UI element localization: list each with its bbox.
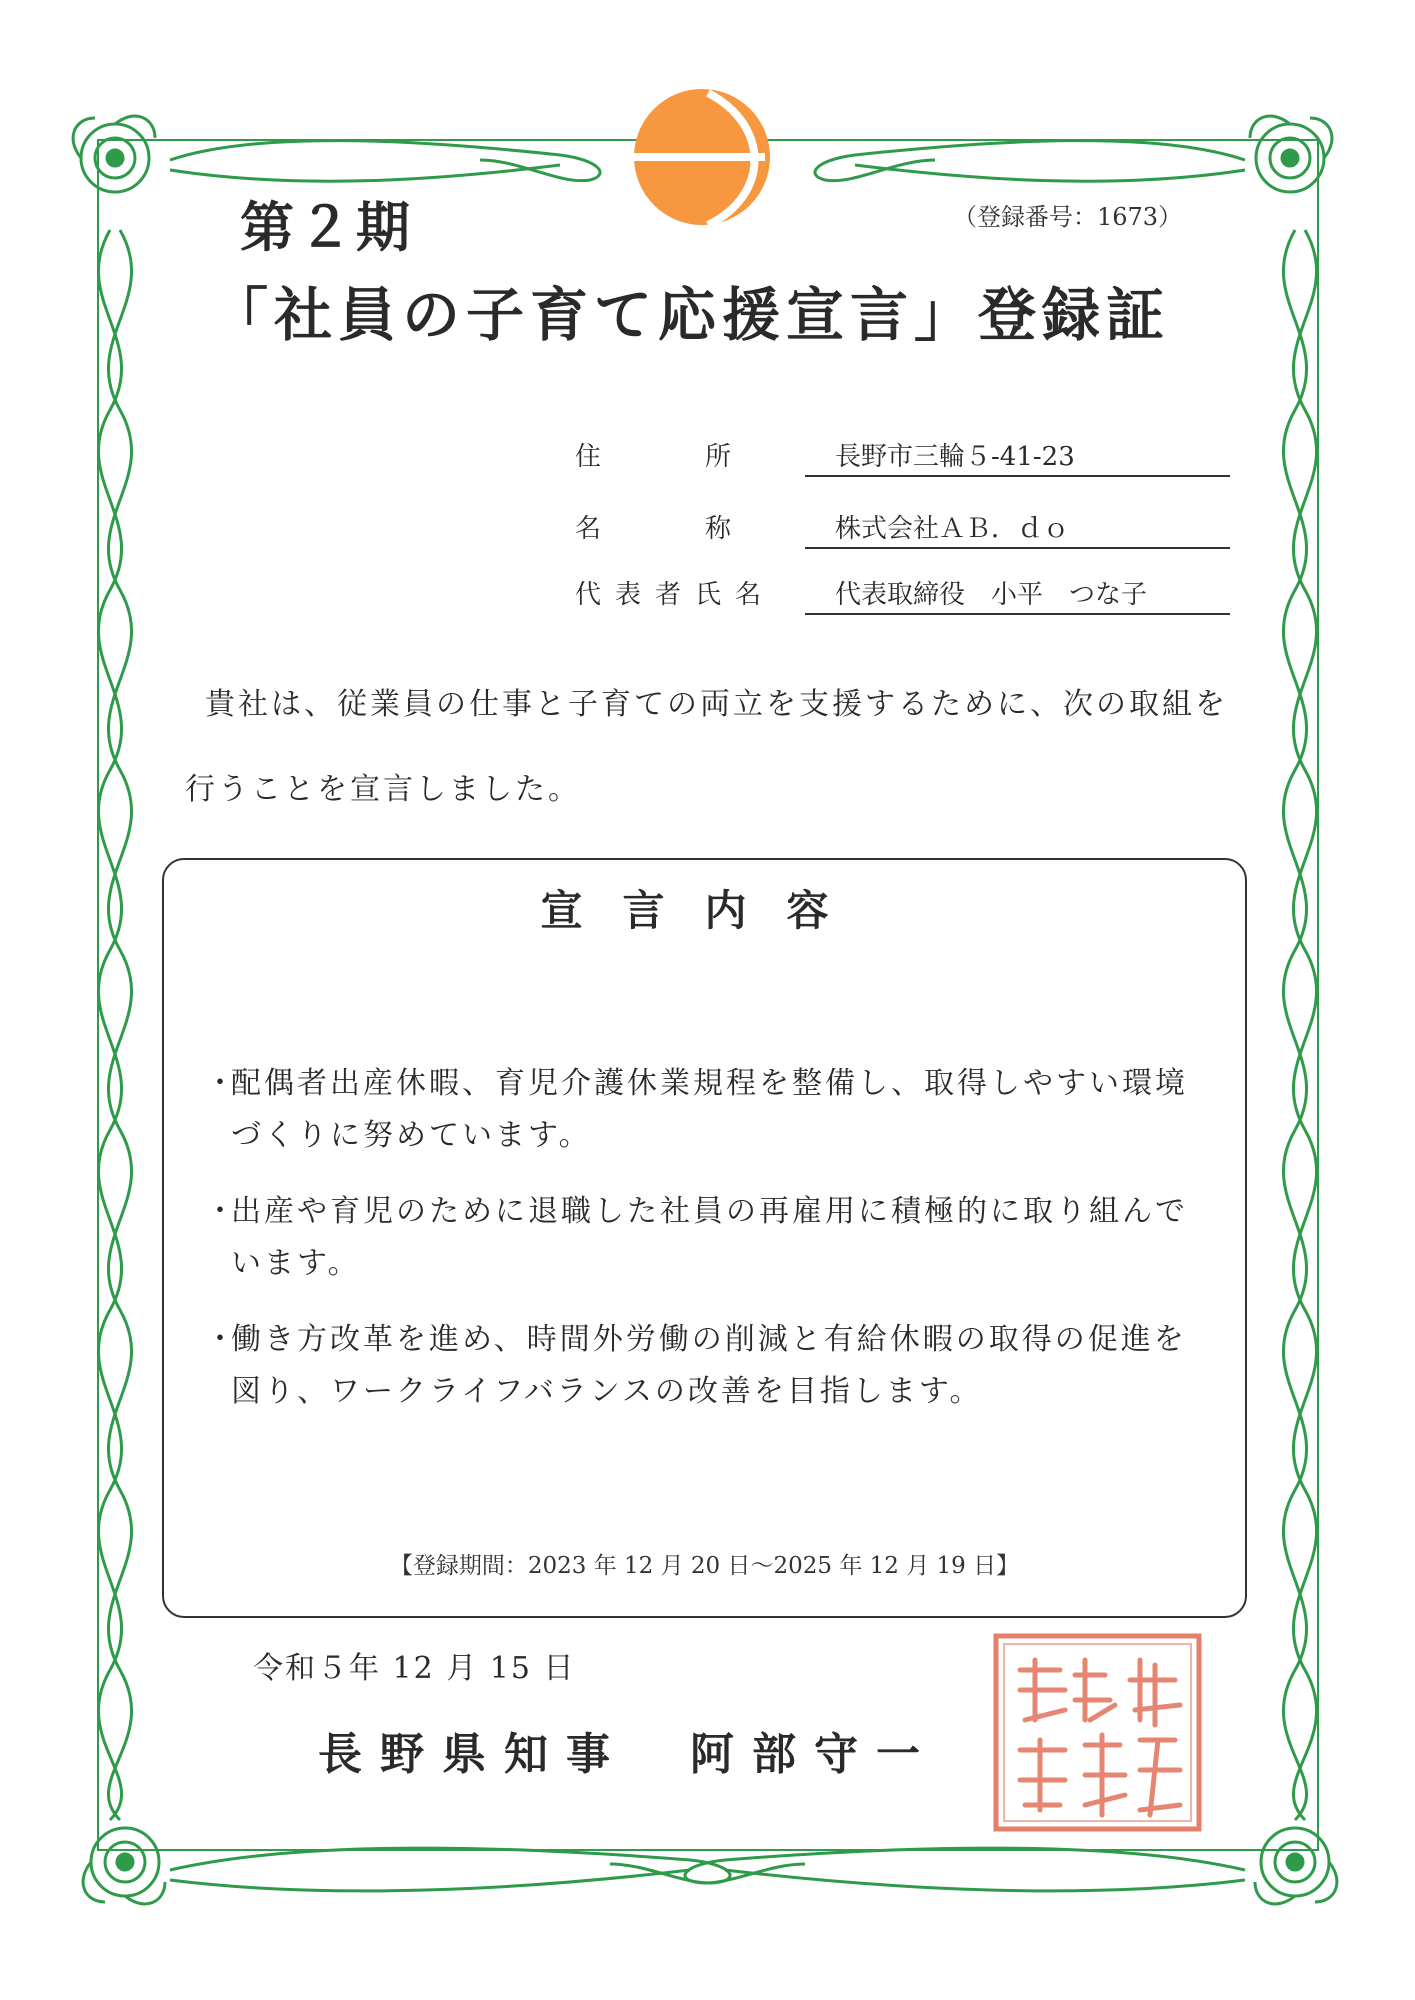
declaration-item	[205, 1058, 1215, 1162]
declaration-item-text: 働き方改革を進め、時間外労働の削減と有給休暇の取得の促進を図り、ワークライフバランスの改善を目指します。	[231, 1322, 1187, 1409]
declaration-item-text: 配偶者出産休暇、育児介護休業規程を整備し、取得しやすい環境づくりに努めています。	[231, 1066, 1188, 1153]
address-value: 長野市三輪５-41-23	[805, 436, 1230, 477]
bullet: ・	[205, 1194, 238, 1229]
certificate-term: 第２期	[240, 195, 414, 259]
declaration-item	[205, 1186, 1215, 1290]
declaration-title: 宣言内容	[540, 886, 869, 935]
representative-value: 代表取締役 小平 つな子	[805, 574, 1230, 615]
registration-number: （登録番号：1673）	[953, 203, 1183, 231]
declaration-item-text: 出産や育児のために退職した社員の再雇用に積極的に取り組んでいます。	[231, 1194, 1188, 1281]
corner-ornament-icon	[73, 116, 155, 192]
bottom-border-pattern	[170, 1848, 1245, 1891]
bullet: ・	[205, 1322, 238, 1357]
left-border-pattern	[98, 230, 131, 1820]
declaration-item	[205, 1314, 1215, 1418]
corner-ornament-icon	[1250, 116, 1332, 192]
certificate-title: 「社員の子育て応援宣言」登録証	[210, 281, 1171, 349]
orange-circle-logo-icon	[630, 85, 775, 230]
intro-line-2: 行うことを宣言しました。	[185, 772, 581, 807]
issue-date: 令和５年 12 月 15 日	[253, 1651, 576, 1686]
corner-ornament-icon	[83, 1828, 165, 1904]
company-name-value: 株式会社ＡＢ．ｄｏ	[805, 508, 1230, 549]
governor-name: 長野県知事 阿部守一	[318, 1729, 938, 1780]
right-border-pattern	[1283, 230, 1316, 1820]
registration-period: 【登録期間：2023 年 12 月 20 日～2025 年 12 月 19 日】	[389, 1553, 1020, 1579]
address-label: 住 所	[575, 442, 732, 472]
representative-label: 代表者氏名	[575, 580, 776, 610]
bullet: ・	[205, 1066, 238, 1101]
intro-line-1: 貴社は、従業員の仕事と子育ての両立を支援するために、次の取組を	[205, 687, 1228, 722]
company-name-label: 名 称	[575, 514, 732, 544]
corner-ornament-icon	[1255, 1828, 1337, 1904]
official-seal-icon	[990, 1630, 1205, 1835]
